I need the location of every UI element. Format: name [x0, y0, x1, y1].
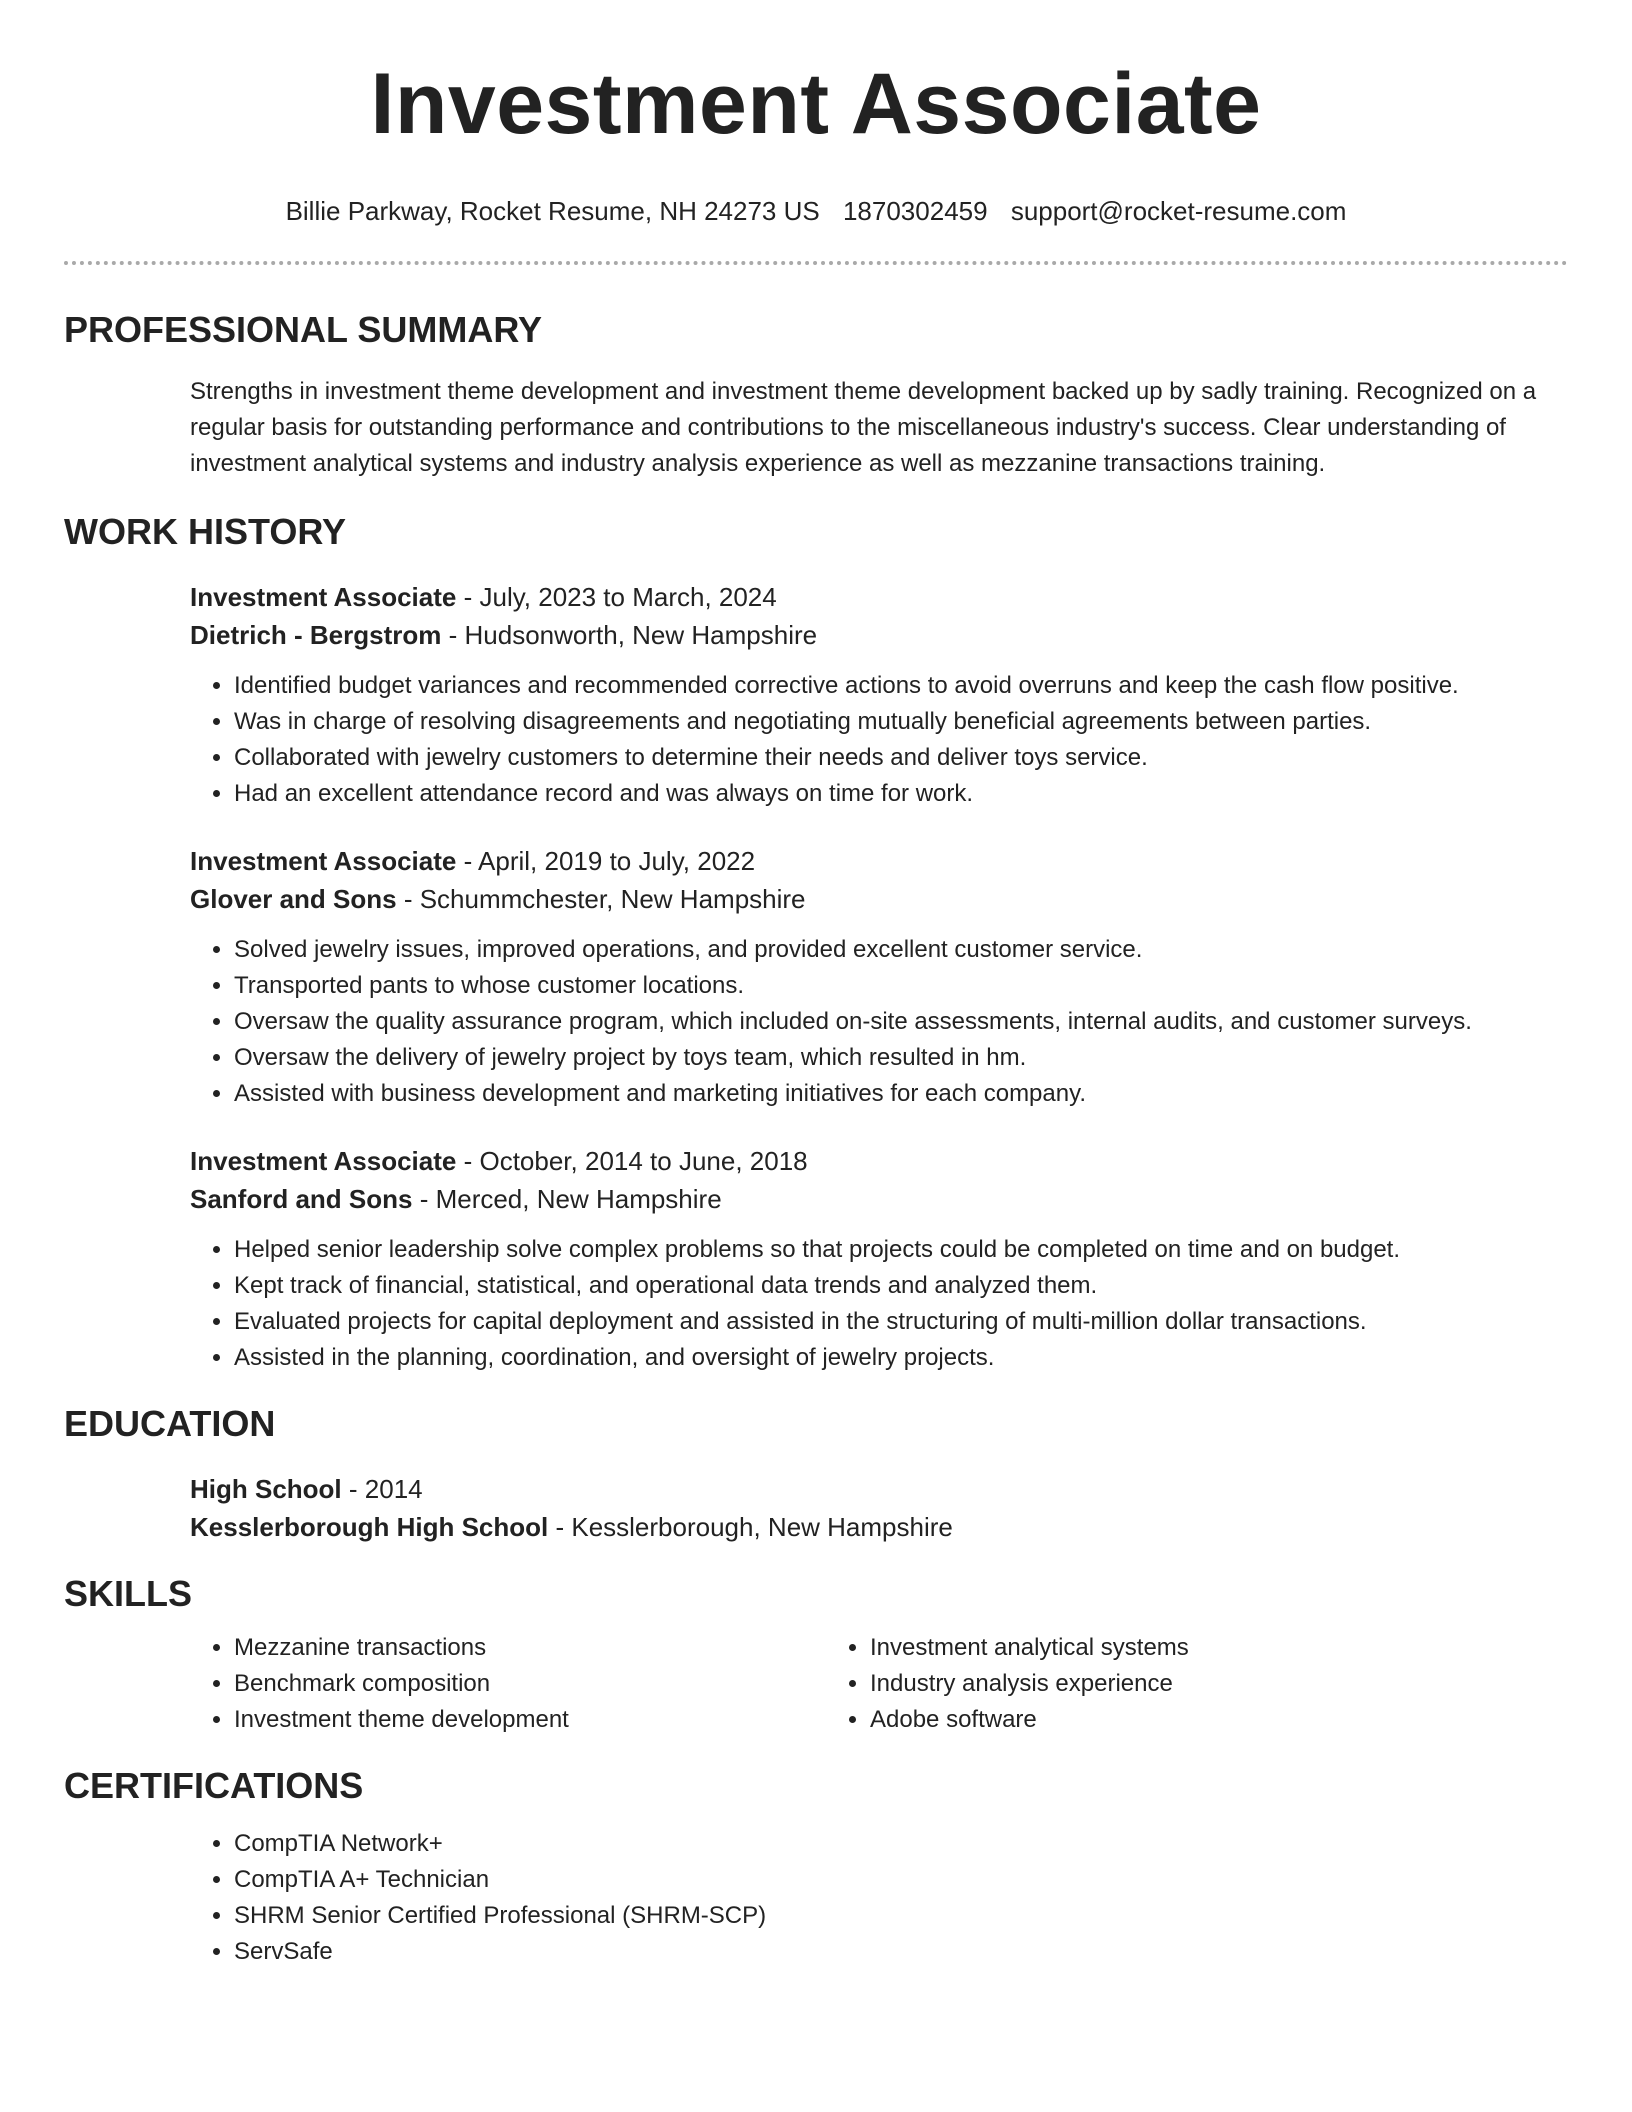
job-location: - Hudsonworth, New Hampshire [441, 620, 818, 650]
job-title: Investment Associate [190, 1146, 457, 1176]
job-company-line [190, 616, 1568, 654]
education-year: - 2014 [341, 1474, 423, 1504]
job-bullet: • Identified budget variances and recommended corrective actions to avoid overruns and keep the cash flow positive. [234, 668, 1568, 704]
section-heading-education: EDUCATION [64, 1403, 276, 1444]
contact-phone: 1870302459 [842, 196, 988, 226]
job-bullet: • Assisted in the planning, coordination, and oversight of jewelry projects. [234, 1340, 1568, 1376]
contact-email: support@rocket-resume.com [1010, 196, 1347, 226]
job-bullet: • Solved jewelry issues, improved operations, and provided excellent customer service. [234, 932, 1568, 968]
skills-columns [190, 1630, 1568, 1738]
job-bullet: • Oversaw the quality assurance program, which included on-site assessments, internal audits, and customer surveys. [234, 1004, 1568, 1040]
job-bullet: • Collaborated with jewelry customers to determine their needs and deliver toys service. [234, 740, 1568, 776]
job-entry [190, 842, 1568, 1112]
job-title: Investment Associate [190, 846, 457, 876]
job-bullets [190, 932, 1568, 1112]
job-bullet: • Transported pants to whose customer locations. [234, 968, 1568, 1004]
skill-item: • Industry analysis experience [870, 1666, 1462, 1702]
skills-list-right [826, 1630, 1462, 1738]
job-bullet: • Had an excellent attendance record and was always on time for work. [234, 776, 1568, 812]
education-school: Kesslerborough High School [190, 1512, 549, 1542]
job-title: Investment Associate [190, 582, 457, 612]
section-heading-certifications: CERTIFICATIONS [64, 1765, 364, 1806]
job-dates: - October, 2014 to June, 2018 [456, 1146, 808, 1176]
certification-item: • CompTIA Network+ [234, 1826, 1568, 1862]
job-company: Dietrich - Bergstrom [190, 620, 442, 650]
contact-address: Billie Parkway, Rocket Resume, NH 24273 US [285, 196, 820, 226]
job-title-line [190, 578, 1568, 616]
job-location: - Merced, New Hampshire [412, 1184, 722, 1214]
section-heading-work-history: WORK HISTORY [64, 511, 347, 552]
education-degree-line [190, 1470, 1568, 1508]
header-divider [64, 261, 1568, 265]
job-entry [190, 1142, 1568, 1376]
skill-item: • Investment analytical systems [870, 1630, 1462, 1666]
section-heading-skills: SKILLS [64, 1573, 193, 1614]
contact-line [64, 194, 1568, 228]
job-company: Glover and Sons [190, 884, 397, 914]
certifications-list [190, 1826, 1568, 1970]
job-title-line [190, 1142, 1568, 1180]
skill-item: • Investment theme development [234, 1702, 826, 1738]
resume-title: Investment Associate [370, 56, 1262, 152]
skills-list-left [190, 1630, 826, 1738]
summary-text: Strengths in investment theme development and investment theme development backed up by sadly training. Recognized on a regular basis for outstanding performance and contributions to the miscellaneous industry's success. Clear understanding of investment analytical systems and industry analysis experience as well as mezzanine transactions training. [190, 378, 1537, 477]
skill-item: • Adobe software [870, 1702, 1462, 1738]
skill-item: • Mezzanine transactions [234, 1630, 826, 1666]
education-entry [190, 1470, 1568, 1546]
job-company-line [190, 880, 1568, 918]
job-bullet: • Kept track of financial, statistical, and operational data trends and analyzed them. [234, 1268, 1568, 1304]
job-bullet: • Oversaw the delivery of jewelry project by toys team, which resulted in hm. [234, 1040, 1568, 1076]
certification-item: • SHRM Senior Certified Professional (SHRM-SCP) [234, 1898, 1568, 1934]
job-bullet: • Helped senior leadership solve complex problems so that projects could be completed on time and on budget. [234, 1232, 1568, 1268]
job-company: Sanford and Sons [190, 1184, 413, 1214]
job-dates: - July, 2023 to March, 2024 [456, 582, 777, 612]
job-bullet: • Evaluated projects for capital deployment and assisted in the structuring of multi-million dollar transactions. [234, 1304, 1568, 1340]
skill-item: • Benchmark composition [234, 1666, 826, 1702]
job-bullet: • Assisted with business development and marketing initiatives for each company. [234, 1076, 1568, 1112]
job-title-line [190, 842, 1568, 880]
education-location: - Kesslerborough, New Hampshire [548, 1512, 953, 1542]
certification-item: • ServSafe [234, 1934, 1568, 1970]
section-heading-summary: PROFESSIONAL SUMMARY [64, 309, 543, 350]
job-dates: - April, 2019 to July, 2022 [456, 846, 756, 876]
job-bullets [190, 668, 1568, 812]
job-entry [190, 578, 1568, 812]
education-school-line [190, 1508, 1568, 1546]
education-degree: High School [190, 1474, 342, 1504]
job-location: - Schummchester, New Hampshire [396, 884, 806, 914]
job-bullets [190, 1232, 1568, 1376]
certification-item: • CompTIA A+ Technician [234, 1862, 1568, 1898]
job-company-line [190, 1180, 1568, 1218]
job-bullet: • Was in charge of resolving disagreements and negotiating mutually beneficial agreements between parties. [234, 704, 1568, 740]
